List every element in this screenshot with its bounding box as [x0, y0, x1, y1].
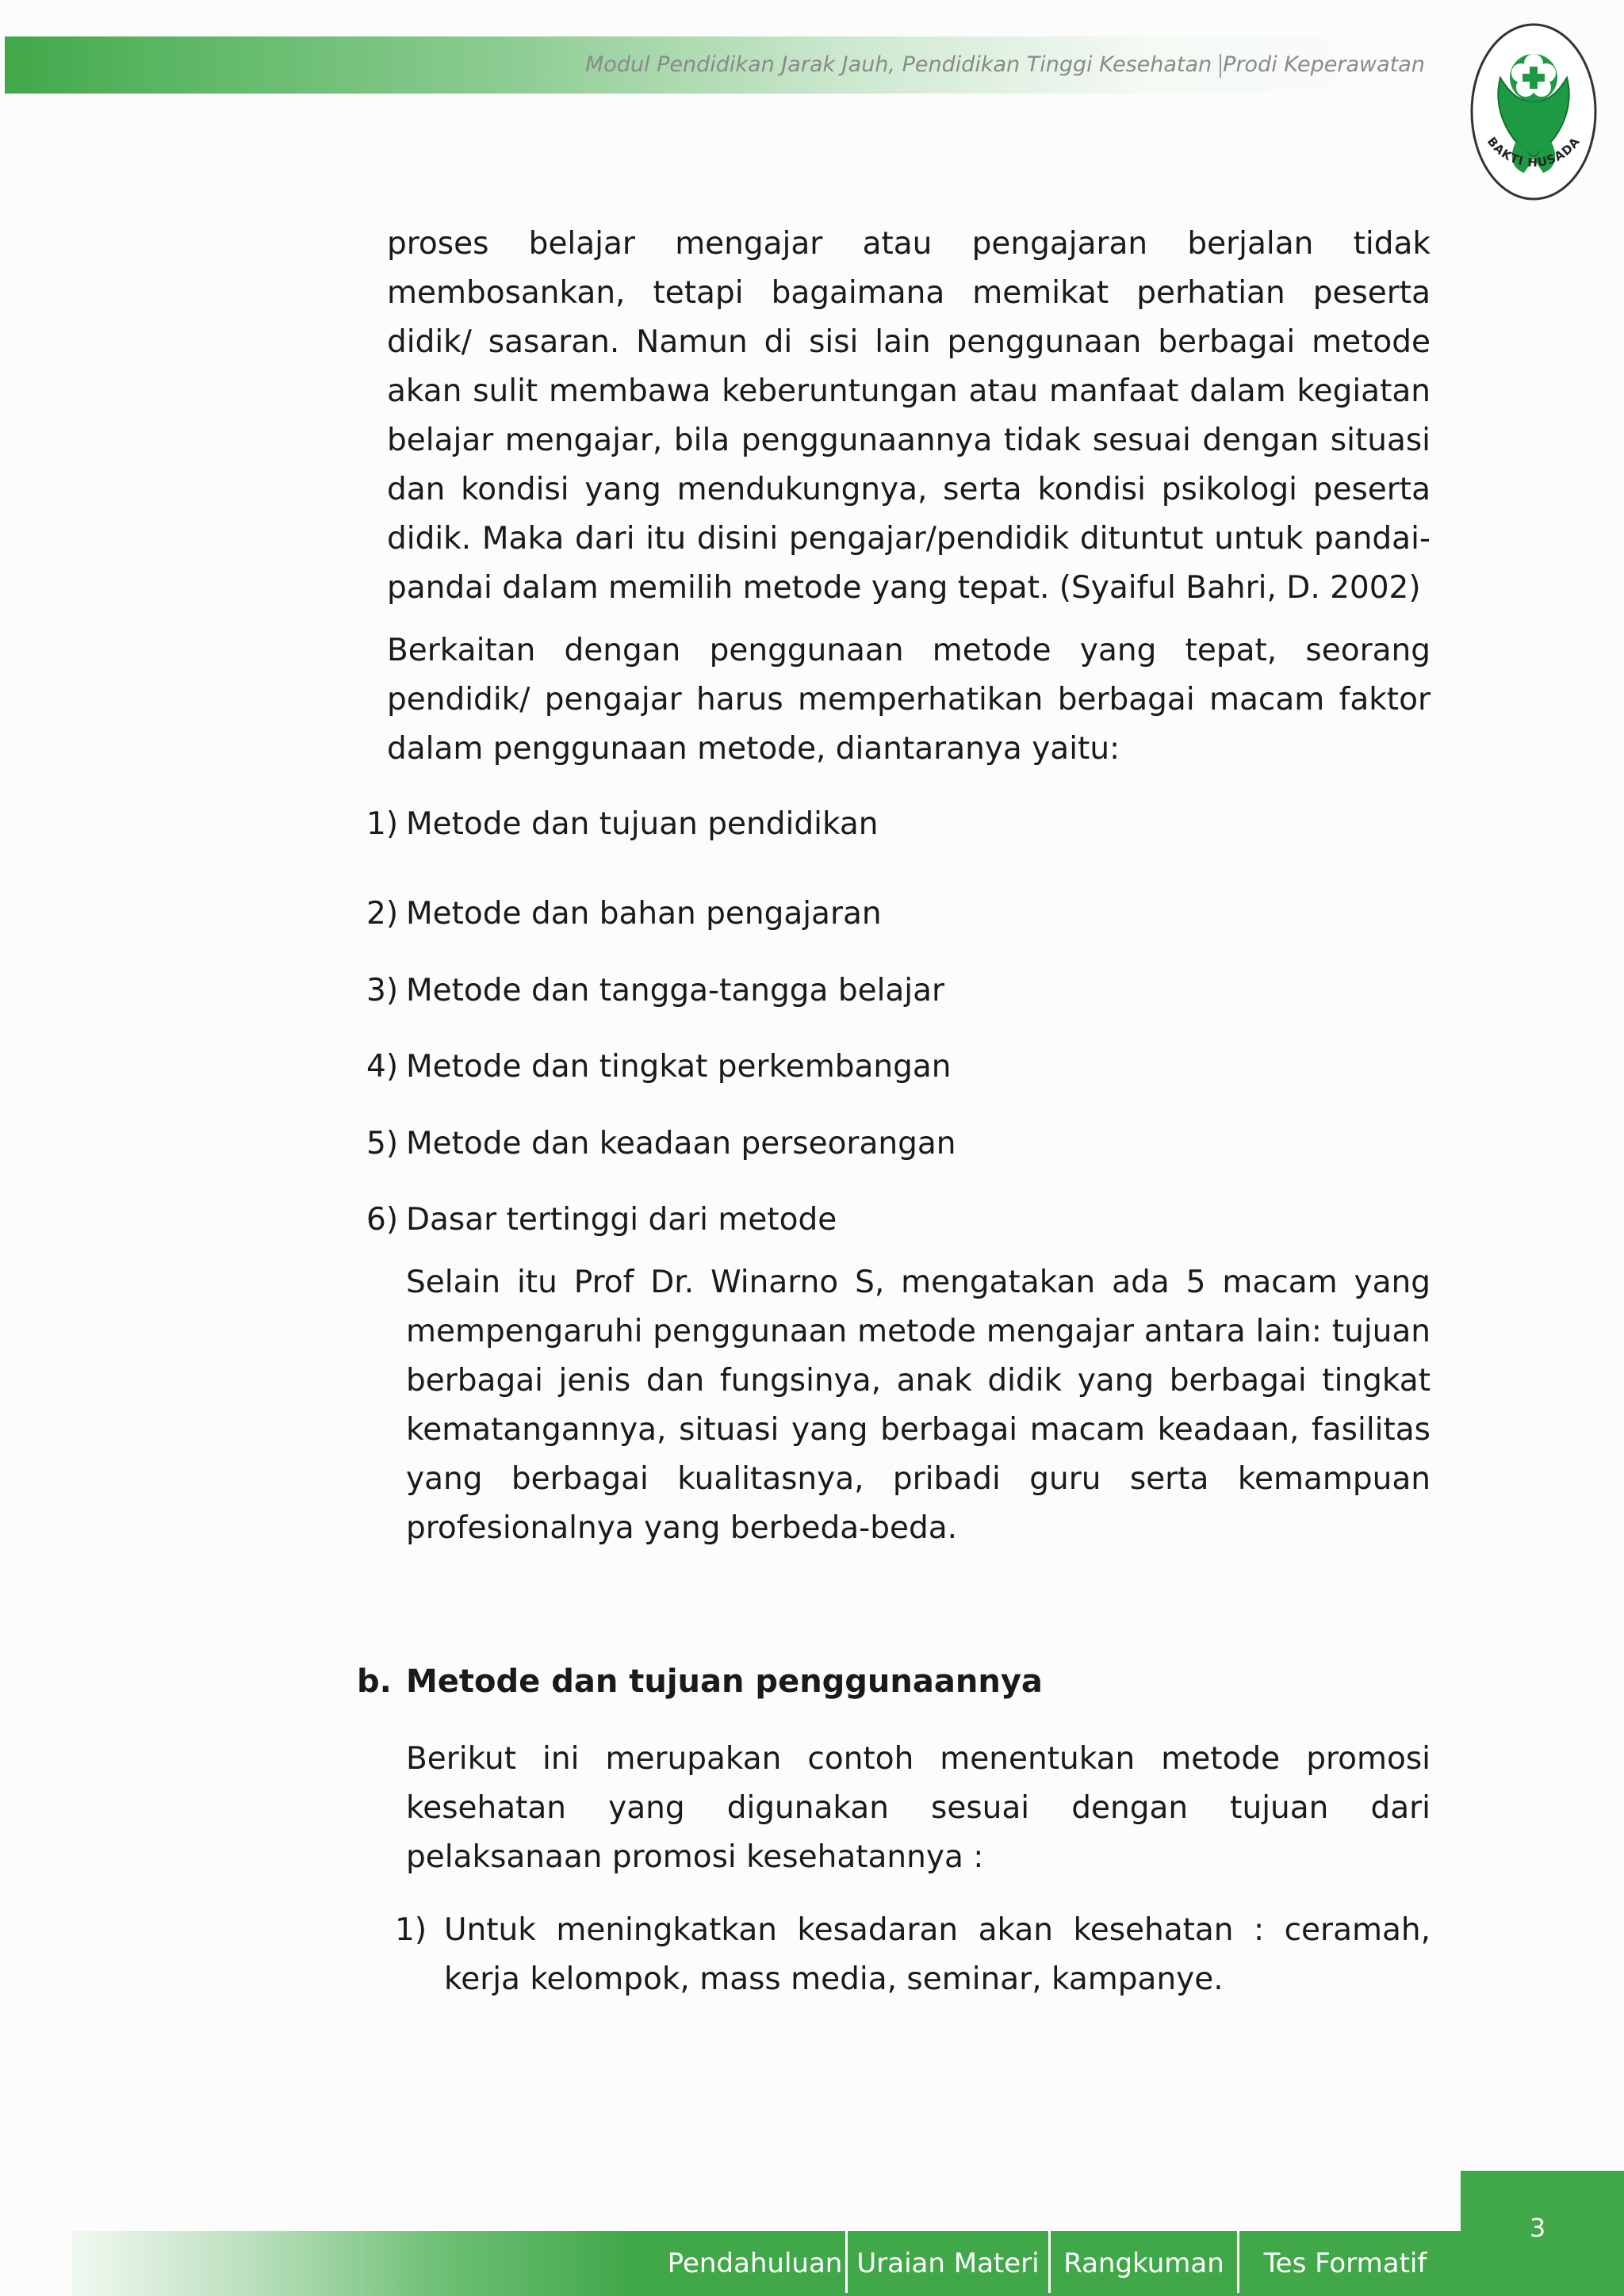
list-number: 3) — [366, 973, 399, 1008]
logo-text: BAKTI HUSADA — [1484, 134, 1584, 170]
paragraph-1: proses belajar mengajar atau pengajaran berjalan tidak membosankan, tetapi bagaimana memikat perhatian peserta didik/ sasaran. Namun di sisi lain penggunaan berbagai metode akan sulit membawa keberuntungan atau manfaat dalam kegiatan belajar mengajar, bila penggunaannya tidak sesuai dengan situasi dan kondisi yang mendukungnya, serta kondisi psikologi peserta didik. Maka dari itu disini pengajar/pendidik dituntut untuk pandai-pandai dalam memilih metode yang tepat. (Syaiful Bahri, D. 2002) — [387, 226, 1431, 606]
list-text: Metode dan tangga-tangga belajar — [406, 973, 945, 1008]
nav-link-tes-formatif[interactable]: Tes Formatif — [1263, 2248, 1427, 2279]
section-label: b. — [357, 1663, 392, 1700]
nav-link-uraian-materi[interactable]: Uraian Materi — [856, 2248, 1040, 2279]
list-number: 5) — [366, 1126, 399, 1161]
list-text: Metode dan keadaan perseorangan — [406, 1126, 956, 1161]
list-text: Metode dan bahan pengajaran — [406, 896, 882, 932]
paragraph-3: Selain itu Prof Dr. Winarno S, mengatakan ada 5 macam yang mempengaruhi penggunaan metode mengajar antara lain: tujuan berbagai jenis dan fungsinya, anak didik yang berbagai tingkat kematangannya, situasi yang berbagai macam keadaan, fasilitas yang berbagai kualitasnya, pribadi guru serta kemampuan profesionalnya yang berbeda-beda. — [406, 1265, 1431, 1546]
list-text: Untuk meningkatkan kesadaran akan kesehatan : ceramah, kerja kelompok, mass media, seminar, kampanye. — [444, 1912, 1431, 1997]
list-number: 1) — [366, 806, 399, 842]
section-intro: Berikut ini merupakan contoh menentukan metode promosi kesehatan yang digunakan sesuai dengan tujuan dari pelaksanaan promosi kesehatannya : — [406, 1741, 1431, 1875]
nav-link-pendahuluan[interactable]: Pendahuluan — [667, 2248, 843, 2279]
list-text: Metode dan tujuan pendidikan — [406, 806, 879, 842]
list-number: 2) — [366, 896, 399, 932]
section-title: Metode dan tujuan penggunaannya — [406, 1663, 1043, 1700]
list-text: Dasar tertinggi dari metode — [406, 1202, 837, 1238]
header-title-left: Modul Pendidikan Jarak Jauh, Pendidikan Tinggi Kesehatan — [585, 52, 1212, 77]
list-number: 1) — [395, 1912, 427, 1948]
list-text: Metode dan tingkat perkembangan — [406, 1049, 952, 1085]
header-title-right: Prodi Keperawatan — [1223, 52, 1425, 77]
list-number: 4) — [366, 1049, 399, 1085]
nav-link-rangkuman[interactable]: Rangkuman — [1063, 2248, 1224, 2279]
list-number: 6) — [366, 1202, 399, 1238]
page-number: 3 — [1529, 2213, 1546, 2243]
paragraph-2: Berkaitan dengan penggunaan metode yang tepat, seorang pendidik/ pengajar harus memperhatikan berbagai macam faktor dalam penggunaan metode, diantaranya yaitu: — [387, 633, 1431, 767]
